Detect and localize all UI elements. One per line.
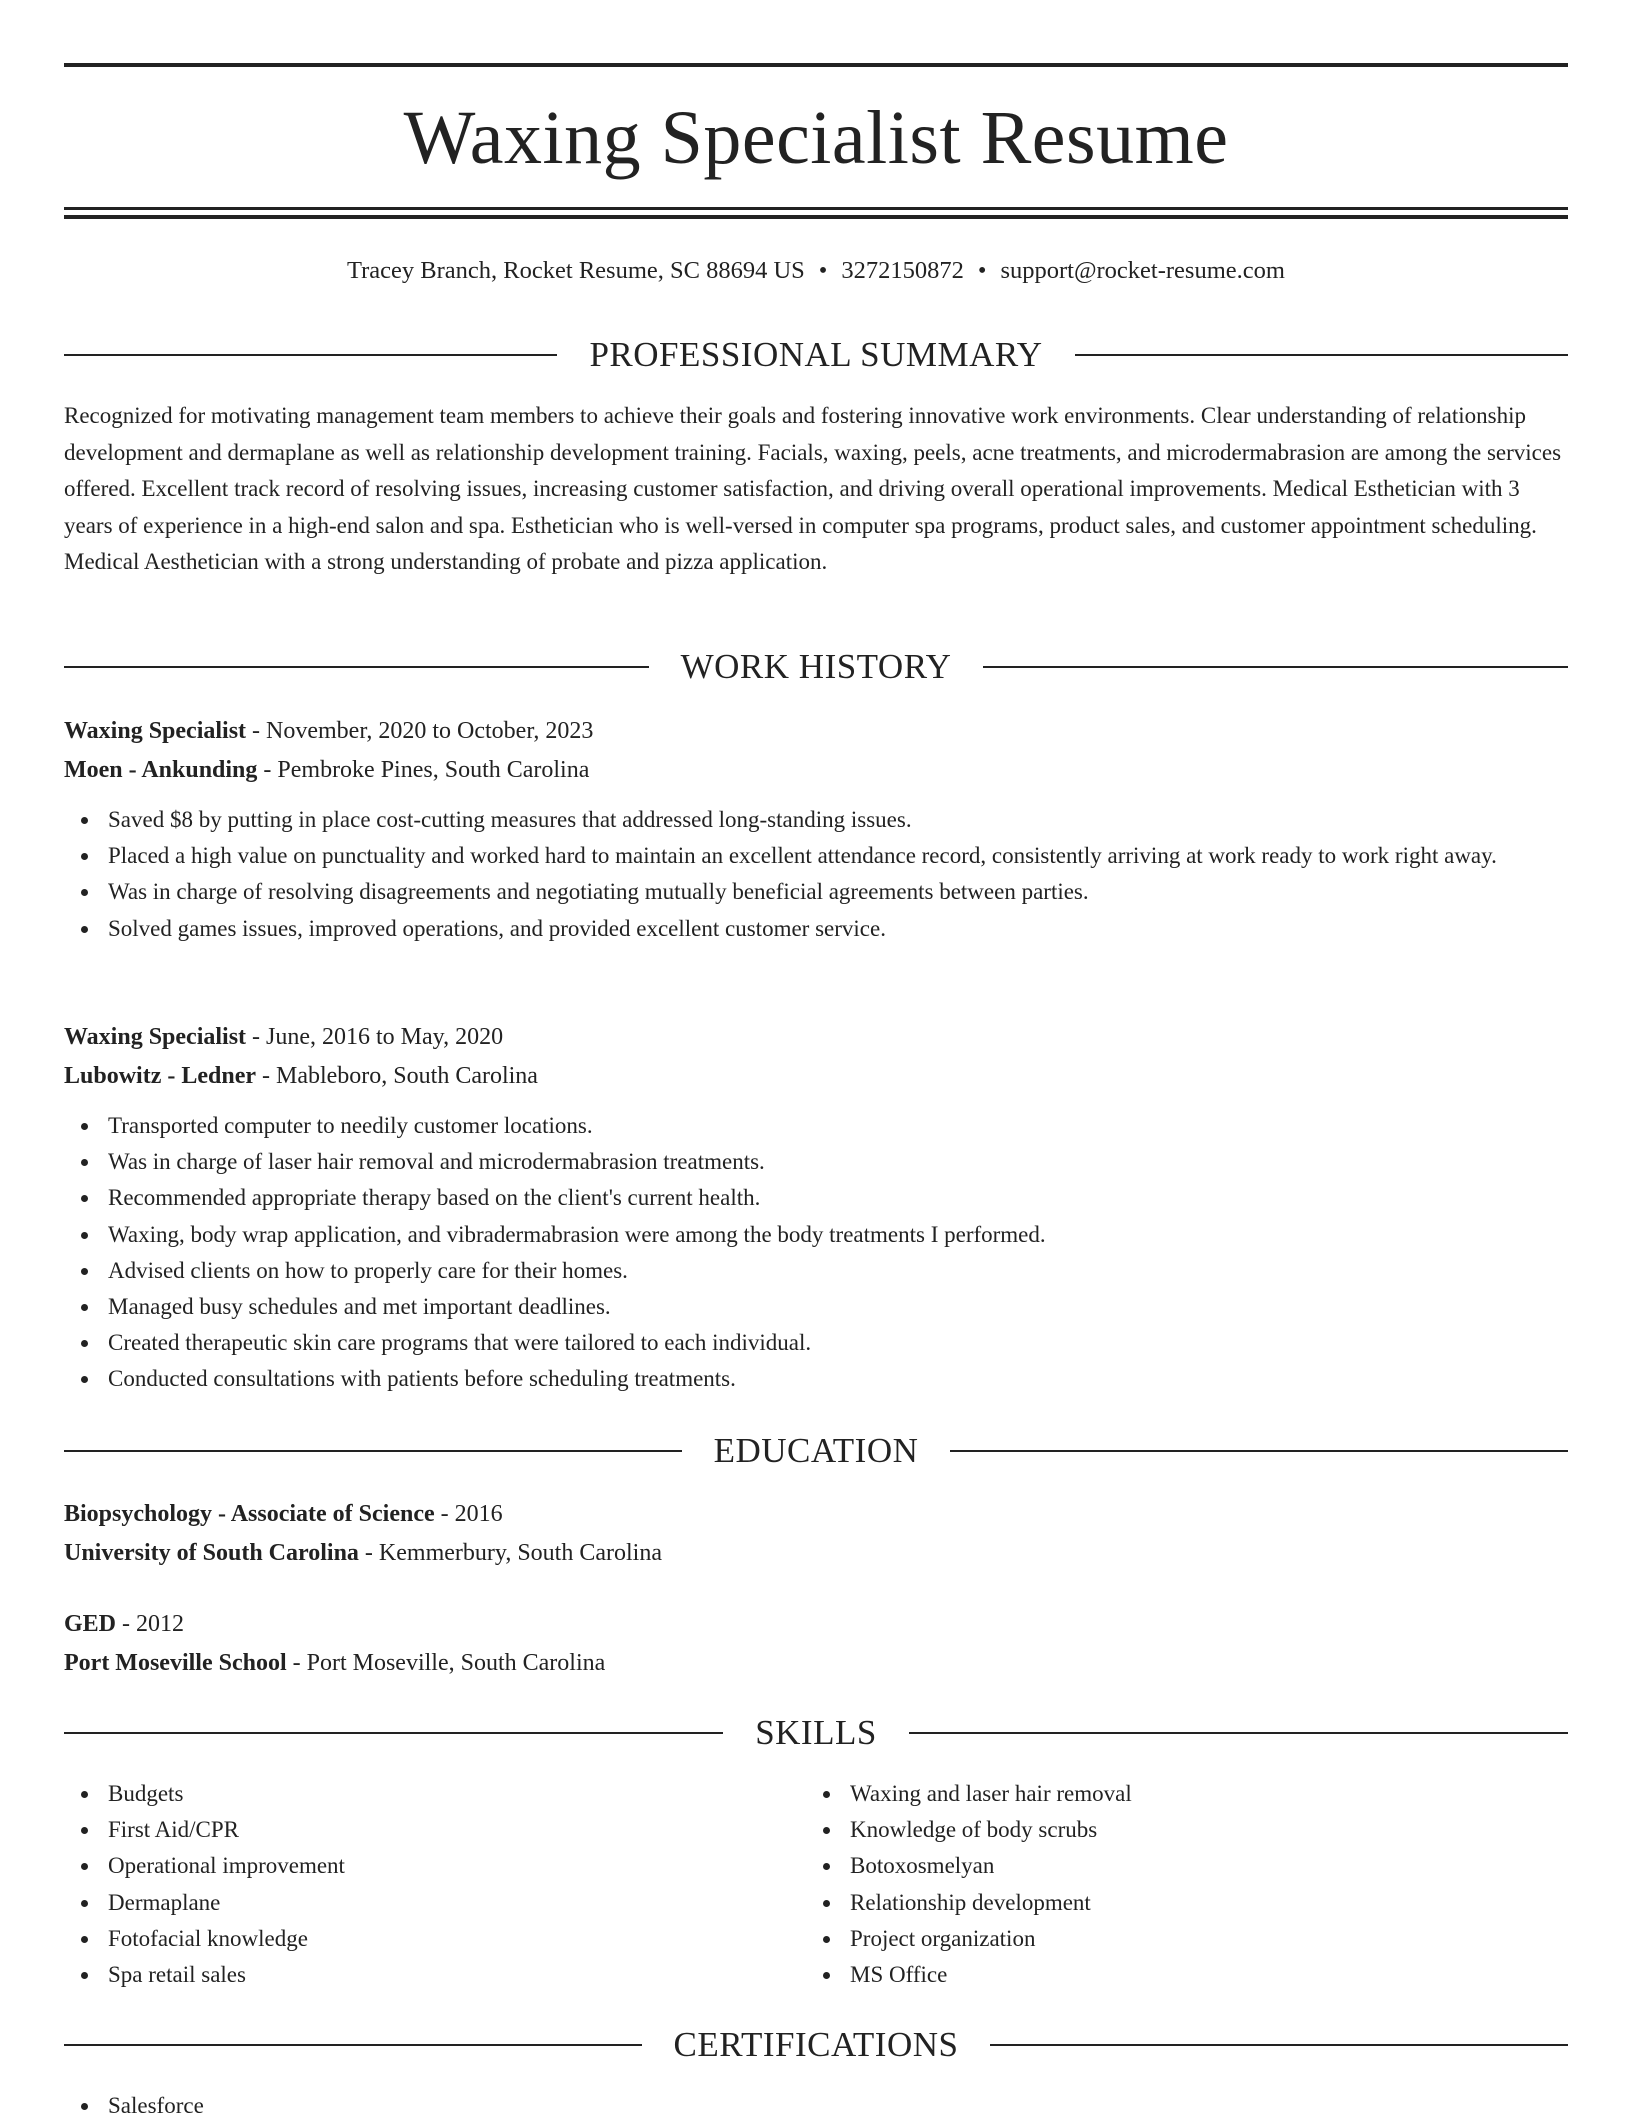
list-item: Recommended appropriate therapy based on the client's current health. <box>108 1180 1568 1216</box>
list-item: Waxing, body wrap application, and vibradermabrasion were among the body treatments I performed. <box>108 1217 1568 1253</box>
certification-item: Salesforce <box>108 2088 1568 2124</box>
job-location: - Mableboro, South Carolina <box>256 1063 538 1089</box>
job-entry <box>64 712 1568 947</box>
contact-line <box>64 254 1568 288</box>
job-entry <box>64 1018 1568 1398</box>
heading-rule <box>909 1732 1568 1734</box>
contact-separator: • <box>818 257 828 284</box>
job-title: Waxing Specialist <box>64 1024 247 1050</box>
list-item: Saved $8 by putting in place cost-cutting measures that addressed long-standing issues. <box>108 802 1568 838</box>
heading-label: WORK HISTORY <box>680 647 952 686</box>
title-rule-upper <box>64 207 1568 210</box>
education-school: University of South Carolina <box>64 1540 359 1566</box>
heading-label: PROFESSIONAL SUMMARY <box>589 335 1043 374</box>
skill-item: Operational improvement <box>108 1848 806 1884</box>
education-year: - 2016 <box>434 1501 503 1527</box>
heading-rule <box>64 1732 723 1734</box>
heading-label: EDUCATION <box>713 1431 919 1470</box>
heading-rule <box>64 1450 682 1452</box>
job-title: Waxing Specialist <box>64 718 247 744</box>
skills-column-left <box>64 1776 806 1993</box>
skill-item: First Aid/CPR <box>108 1812 806 1848</box>
skills-list <box>64 1776 1568 1993</box>
list-item: Was in charge of resolving disagreements and negotiating mutually beneficial agreements between parties. <box>108 874 1568 910</box>
job-bullets <box>64 802 1568 947</box>
education-entry <box>64 1605 1568 1683</box>
education-degree: Biopsychology - Associate of Science <box>64 1501 435 1527</box>
section-heading-certifications <box>64 2023 1568 2067</box>
summary-text: Recognized for motivating management team members to achieve their goals and fostering innovative work environments. Clear understanding of relationship development and dermaplane as well as relationship development training. Facials, waxing, peels, acne treatments, and microdermabrasion are among the services offered. Excellent track record of resolving issues, increasing customer satisfaction, and driving overall operational improvements. Medical Esthetician with 3 years of experience in a high-end salon and spa. Esthetician who is well-versed in computer spa programs, product sales, and customer appointment scheduling. Medical Aesthetician with a strong understanding of probate and pizza application. <box>64 403 1562 575</box>
education-school-line <box>64 1534 1568 1573</box>
skill-item: Relationship development <box>850 1885 1548 1921</box>
skills-column-right <box>806 1776 1548 1993</box>
top-rule <box>64 63 1568 67</box>
job-location: - Pembroke Pines, South Carolina <box>257 757 590 783</box>
heading-label: SKILLS <box>755 1713 877 1752</box>
skill-item: Spa retail sales <box>108 1957 806 1993</box>
skills-bullets <box>806 1776 1548 1993</box>
skill-item: Dermaplane <box>108 1885 806 1921</box>
education-school: Port Moseville School <box>64 1650 287 1676</box>
contact-phone: 3272150872 <box>841 257 964 284</box>
heading-rule <box>990 2044 1568 2046</box>
certifications-bullets <box>64 2088 1568 2124</box>
job-bullets <box>64 1108 1568 1398</box>
job-company: Moen - Ankunding <box>64 757 258 783</box>
heading-rule <box>64 2044 642 2046</box>
list-item: Conducted consultations with patients before scheduling treatments. <box>108 1361 1568 1397</box>
heading-rule <box>64 666 649 668</box>
education-degree: GED <box>64 1611 117 1637</box>
heading-rule <box>983 666 1568 668</box>
education-degree-line <box>64 1605 1568 1644</box>
list-item: Was in charge of laser hair removal and microdermabrasion treatments. <box>108 1144 1568 1180</box>
section-heading-skills <box>64 1711 1568 1755</box>
page-title: Waxing Specialist Resume <box>403 96 1229 180</box>
certifications-list <box>64 2088 1568 2124</box>
education-school-line <box>64 1644 1568 1683</box>
job-title-line <box>64 1018 1568 1057</box>
job-dates: - June, 2016 to May, 2020 <box>246 1024 504 1050</box>
job-dates: - November, 2020 to October, 2023 <box>246 718 594 744</box>
list-item: Transported computer to needily customer locations. <box>108 1108 1568 1144</box>
education-location: - Kemmerbury, South Carolina <box>358 1540 662 1566</box>
education-location: - Port Moseville, South Carolina <box>286 1650 606 1676</box>
list-item: Placed a high value on punctuality and worked hard to maintain an excellent attendance record, consistently arriving at work ready to work right away. <box>108 838 1568 874</box>
skill-item: Waxing and laser hair removal <box>850 1776 1548 1812</box>
skill-item: MS Office <box>850 1957 1548 1993</box>
title-rule-lower <box>64 215 1568 219</box>
skill-item: Budgets <box>108 1776 806 1812</box>
heading-rule <box>1075 354 1568 356</box>
section-heading-summary <box>64 333 1568 377</box>
job-company-line <box>64 1057 1568 1096</box>
education-degree-line <box>64 1495 1568 1534</box>
skill-item: Knowledge of body scrubs <box>850 1812 1548 1848</box>
job-title-line <box>64 712 1568 751</box>
education-year: - 2012 <box>116 1611 185 1637</box>
section-heading-work-history <box>64 645 1568 689</box>
list-item: Managed busy schedules and met important deadlines. <box>108 1289 1568 1325</box>
job-company-line <box>64 751 1568 790</box>
skills-bullets <box>64 1776 806 1993</box>
heading-rule <box>950 1450 1568 1452</box>
heading-rule <box>64 354 557 356</box>
education-entry <box>64 1495 1568 1573</box>
skill-item: Fotofacial knowledge <box>108 1921 806 1957</box>
job-company: Lubowitz - Ledner <box>64 1063 256 1089</box>
skill-item: Botoxosmelyan <box>850 1848 1548 1884</box>
section-heading-education <box>64 1429 1568 1473</box>
list-item: Created therapeutic skin care programs that were tailored to each individual. <box>108 1325 1568 1361</box>
heading-label: CERTIFICATIONS <box>673 2025 959 2064</box>
contact-email: support@rocket-resume.com <box>1000 257 1285 284</box>
list-item: Solved games issues, improved operations, and provided excellent customer service. <box>108 911 1568 947</box>
skill-item: Project organization <box>850 1921 1548 1957</box>
contact-address: Tracey Branch, Rocket Resume, SC 88694 US <box>347 257 805 284</box>
contact-separator: • <box>977 257 987 284</box>
list-item: Advised clients on how to properly care for their homes. <box>108 1253 1568 1289</box>
